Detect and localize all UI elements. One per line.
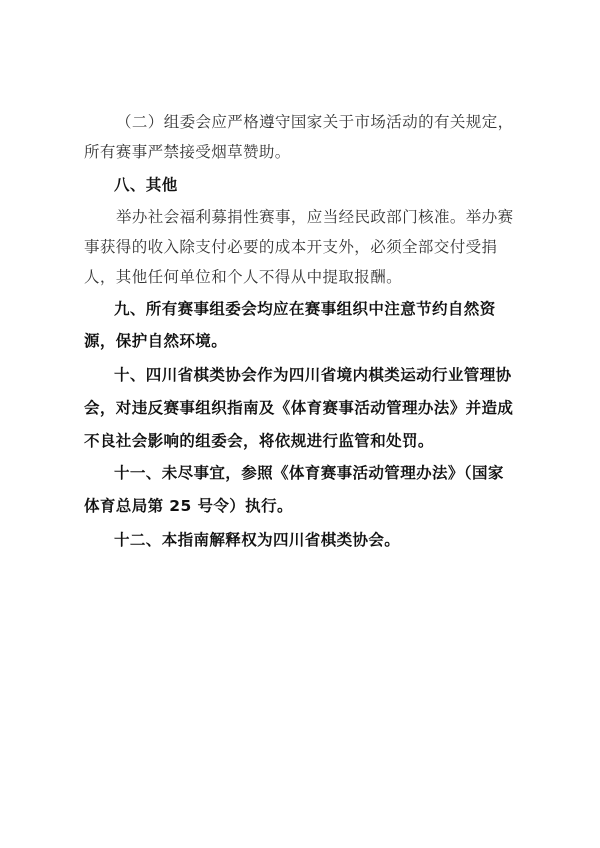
section-8-heading: 八、其他 (114, 176, 178, 194)
section-11-line-2: 体育总局第 25 号令）执行。 (84, 497, 293, 515)
paragraph-2-line-2: 所有赛事严禁接受烟草赞助。 (84, 143, 291, 161)
section-10-line-1: 十、四川省棋类协会作为四川省境内棋类运动行业管理协 (114, 366, 512, 384)
section-9-line-1: 九、所有赛事组委会均应在赛事组织中注意节约自然资 (114, 300, 496, 318)
section-12-line-1: 十二、本指南解释权为四川省棋类协会。 (114, 531, 401, 549)
section-10-line-2: 会，对违反赛事组织指南及《体育赛事活动管理办法》并造成 (84, 399, 514, 417)
section-8-line-2: 事获得的收入除支付必要的成本开支外，必须全部交付受捐 (84, 238, 498, 256)
section-10-line-3: 不良社会影响的组委会，将依规进行监管和处罚。 (84, 432, 434, 450)
section-11-line-1: 十一、未尽事宜，参照《体育赛事活动管理办法》（国家 (114, 464, 504, 482)
section-8-line-1: 举办社会福利募捐性赛事，应当经民政部门核准。举办赛 (116, 208, 514, 226)
section-8-line-3: 人，其他任何单位和个人不得从中提取报酬。 (84, 268, 403, 286)
paragraph-2-line-1: （二）组委会应严格遵守国家关于市场活动的有关规定， (116, 113, 514, 131)
section-9-line-2: 源，保护自然环境。 (84, 332, 228, 350)
